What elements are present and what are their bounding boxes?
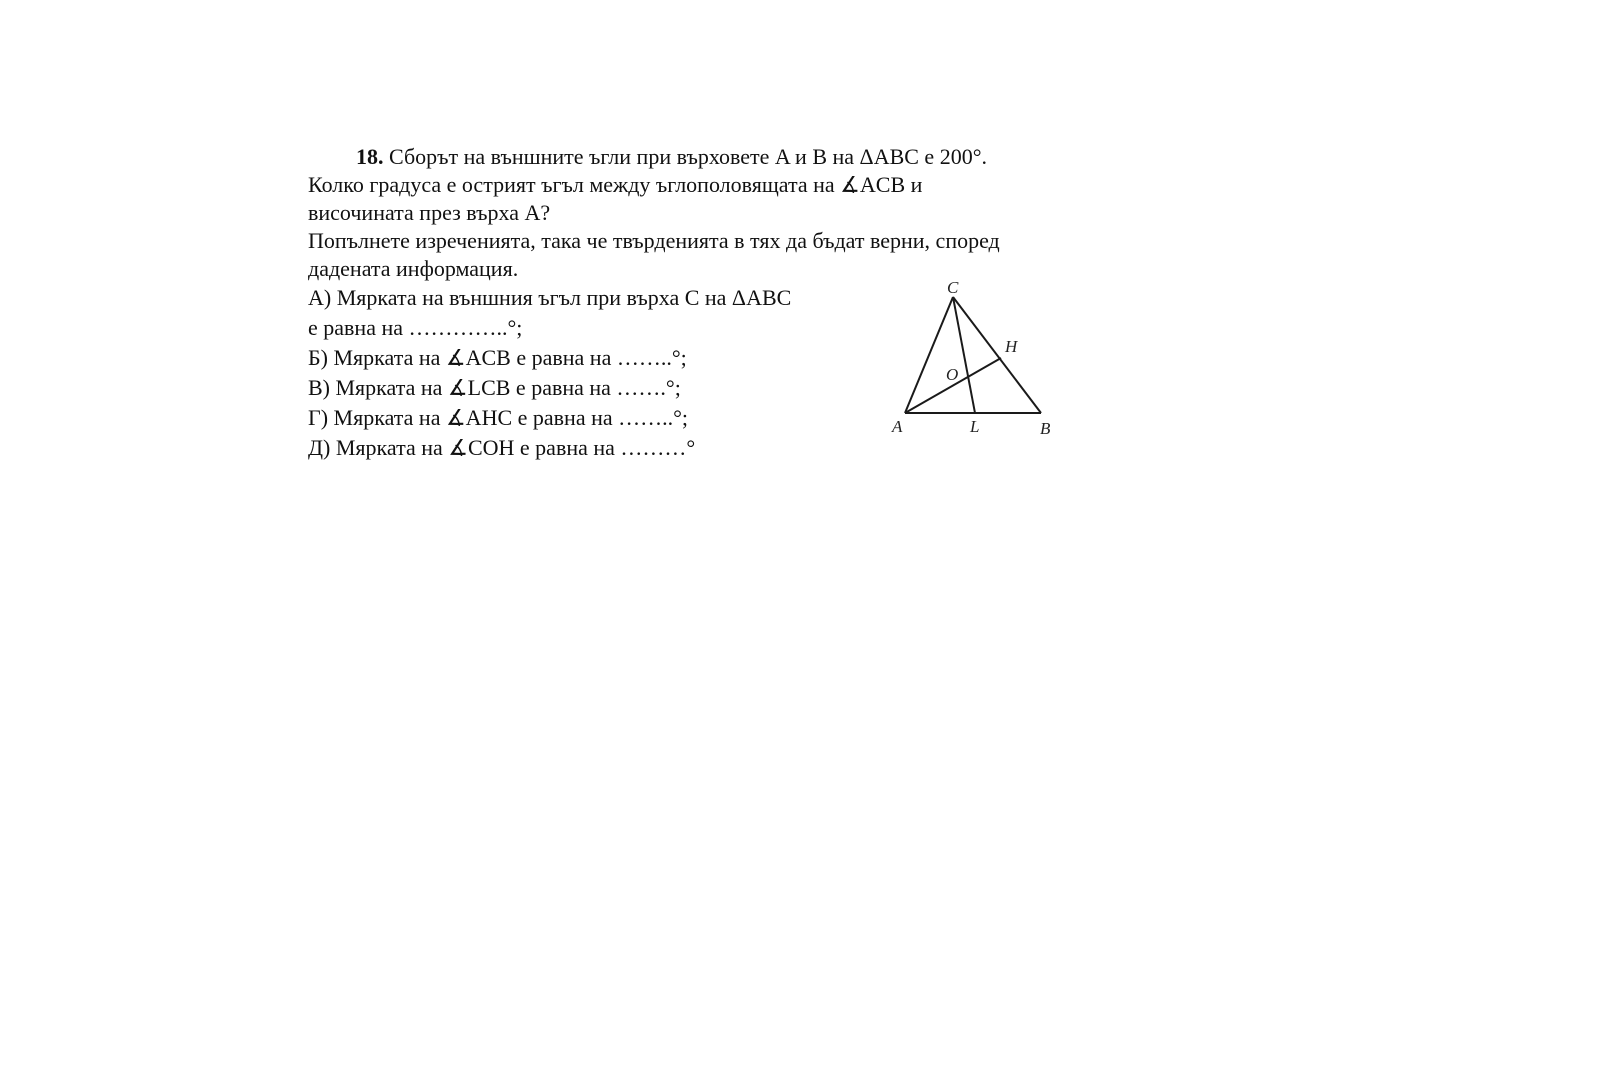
label-b: B [1040,419,1051,438]
answer-a-line-2: е равна на …………..°; [308,315,523,340]
answer-g: Г) Мярката на ∡AHC е равна на ……..°; [308,405,689,430]
label-o: O [946,365,959,384]
answer-a-line-1: А) Мярката на външния ъгъл при върха C на ΔABC [308,285,792,310]
side-ac [905,297,953,413]
answer-v: В) Мярката на ∡LCB е равна на …….°; [308,375,681,400]
bisector-cl [953,297,975,413]
problem-line-2: Колко градуса е острият ъгъл между ъглополовящата на ∡ACB и [308,172,923,197]
problem-line-1 [308,143,1068,171]
answer-b: Б) Мярката на ∡ACB е равна на ……..°; [308,345,687,370]
label-h: H [1005,337,1018,356]
problem-line-3: височината през върха A? [308,200,551,225]
answer-d: Д) Мярката на ∡COH е равна на ………° [308,435,696,460]
side-cb [953,297,1041,413]
triangle-diagram [880,280,1080,450]
triangle-figure [880,280,1080,450]
problem-line-4: Попълнете изреченията, така че твърденията в тях да бъдат верни, според [308,228,1000,253]
problem-number: 18. [356,144,384,169]
label-a: A [892,417,903,436]
problem-statement-1: Сборът на външните ъгли при върховете A и B на ΔABC е 200°. [383,144,987,169]
problem-line-5: дадената информация. [308,256,519,281]
label-c: C [947,280,959,297]
label-l: L [970,417,980,436]
